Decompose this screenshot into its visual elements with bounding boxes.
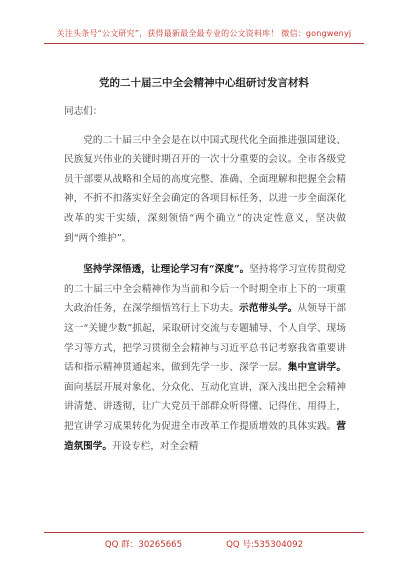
para2-text3: 面向基层开展对象化、分众化、互动化宣讲，深入浅出把全会精神讲清楚、讲透彻，让广大党员干部群众听得懂、记得住、用得上，把宣讲学习成果转化为促进全市改革工作提质增效的具体实践。: [64, 381, 346, 432]
footer-divider: [44, 532, 364, 533]
document-title: 党的二十届三中全会精神中心组研讨发言材料: [99, 77, 309, 89]
para2-lead4: 营造氛围学。: [64, 420, 346, 452]
para2-text1: 坚持将学习宣传贯彻党的二十届三中全会精神作为当前和今后一个时期全市上下的一项重大政治任务，在深学细悟笃行上下功夫。: [64, 264, 346, 315]
paragraph-2: [64, 260, 346, 456]
header-notice: 关注头条号“公文研究”，获得最新最全最专业的公文资料库！ 微信：gongwenyj: [56, 29, 352, 38]
paragraph-1: 党的二十届三中全会是在以中国式现代化全面推进强国建设、民族复兴伟业的关键时期召开的一次十分重要的会议。全市各级党员干部要从战略和全局的高度完整、准确、全面理解和把握全会精神，不折不扣落实好全会确定的各项目标任务，以进一步全面深化改革的实干实绩，深刻领悟“两个确立”的决定性意义，坚决做到“两个维护”。: [64, 134, 346, 244]
footer-qq-number: QQ 号:535304092: [226, 540, 304, 550]
para2-lead: 坚持学深悟透，让理论学习有“深度”。: [83, 264, 250, 276]
para2-lead3: 集中宣讲学。: [287, 362, 347, 374]
footer: [0, 538, 408, 550]
document-body: [64, 102, 346, 456]
footer-qq-group: QQ 群：30265665: [104, 540, 183, 550]
greeting: 同志们：: [64, 106, 103, 117]
para2-lead2: 示范带头学。: [239, 303, 298, 315]
para2-text4: 开设专栏，对全会精: [111, 440, 199, 452]
header-divider: [44, 43, 364, 44]
para2-text2: 从领导干部这一“关键少数”抓起，采取研讨交流与专题辅导、个人自学、现场学习等方式，把学习贯彻全会精神与习近平总书记考察我省重要讲话和指示精神贯通起来，做到先学一步、深学一层。: [64, 303, 347, 374]
